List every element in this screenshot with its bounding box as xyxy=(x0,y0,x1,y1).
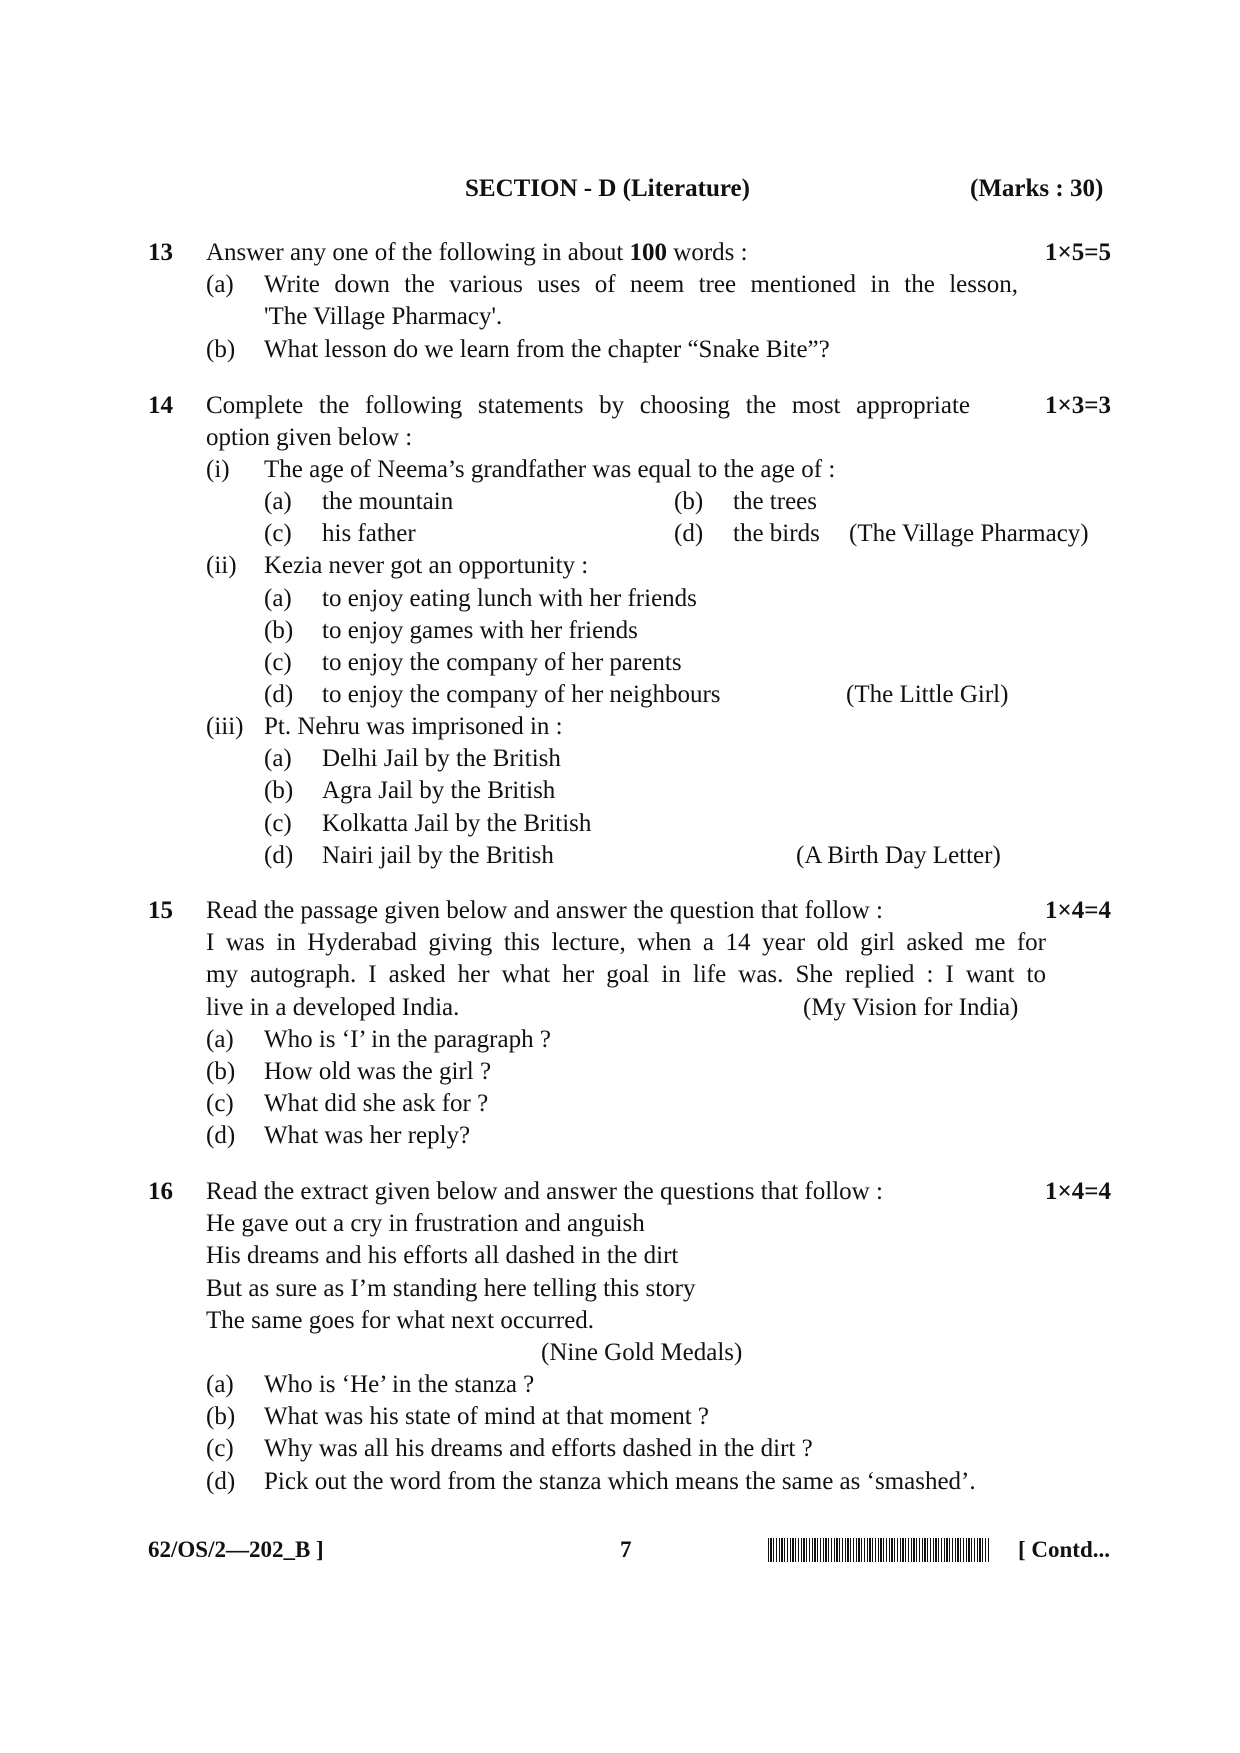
q14-stem-line2: option given below : xyxy=(206,424,413,451)
q14-iii-opt-text: Kolkatta Jail by the British xyxy=(322,810,592,837)
q14-i-opt-text: the mountain xyxy=(322,488,454,515)
footer-page-number: 7 xyxy=(620,1537,632,1562)
q14-i-opt-text: the trees xyxy=(733,488,817,515)
q15-q-label: (d) xyxy=(206,1122,236,1149)
q14-ii-opt-label: (a) xyxy=(264,585,292,612)
q14-iii-opt-text: Delhi Jail by the British xyxy=(322,745,561,772)
q14-ii-opt-text: to enjoy the company of her neighbours xyxy=(322,681,721,708)
q14-iii-source: (A Birth Day Letter) xyxy=(796,842,1001,869)
q16-q-text: Who is ‘He’ in the stanza ? xyxy=(264,1371,535,1398)
q15-source: (My Vision for India) xyxy=(803,994,1019,1021)
q15-passage-line: live in a developed India. xyxy=(206,994,460,1021)
q13-stem: Answer any one of the following in about 100 words : xyxy=(206,239,748,266)
q14-iii-label: (iii) xyxy=(206,713,244,740)
q14-i-opt-label: (a) xyxy=(264,488,292,515)
q14-stem-line1: Complete the following statements by choosing the most appropriate xyxy=(206,392,970,419)
q15-q-text: Who is ‘I’ in the paragraph ? xyxy=(264,1026,551,1053)
q14-ii-opt-label: (c) xyxy=(264,649,292,676)
q15-q-label: (b) xyxy=(206,1058,236,1085)
q14-i-opt-text: his father xyxy=(322,520,416,547)
q14-iii-opt-label: (a) xyxy=(264,745,292,772)
q16-q-text: What was his state of mind at that moment ? xyxy=(264,1403,710,1430)
q14-iii-opt-label: (b) xyxy=(264,777,294,804)
q14-number: 14 xyxy=(148,392,173,419)
q14-ii-label: (ii) xyxy=(206,552,237,579)
q14-ii-source: (The Little Girl) xyxy=(846,681,1009,708)
q16-q-text: Why was all his dreams and efforts dashed in the dirt ? xyxy=(264,1435,813,1462)
q14-ii-opt-label: (b) xyxy=(264,617,294,644)
q16-q-text: Pick out the word from the stanza which means the same as ‘smashed’. xyxy=(264,1468,976,1495)
footer-paper-code: 62/OS/2—202_B ] xyxy=(148,1537,324,1562)
q16-stanza-line: The same goes for what next occurred. xyxy=(206,1307,595,1334)
q16-stem: Read the extract given below and answer the questions that follow : xyxy=(206,1178,883,1205)
section-marks: (Marks : 30) xyxy=(970,175,1104,202)
q15-marks: 1×4=4 xyxy=(1045,897,1111,924)
q14-i-opt-label: (d) xyxy=(674,520,704,547)
q16-q-label: (a) xyxy=(206,1371,234,1398)
q14-i-text: The age of Neema’s grandfather was equal to the age of : xyxy=(264,456,836,483)
q14-iii-opt-label: (d) xyxy=(264,842,294,869)
q14-ii-opt-text: to enjoy eating lunch with her friends xyxy=(322,585,697,612)
q16-stanza-line: He gave out a cry in frustration and anguish xyxy=(206,1210,645,1237)
barcode xyxy=(768,1538,990,1562)
q13-b-text: What lesson do we learn from the chapter “Snake Bite”? xyxy=(264,336,830,363)
q16-q-label: (c) xyxy=(206,1435,234,1462)
q15-number: 15 xyxy=(148,897,173,924)
section-title: SECTION - D (Literature) xyxy=(465,175,750,202)
q14-i-opt-text: the birds xyxy=(733,520,820,547)
footer-contd: [ Contd... xyxy=(1018,1537,1111,1562)
q16-stanza-line: His dreams and his efforts all dashed in the dirt xyxy=(206,1242,679,1269)
q16-number: 16 xyxy=(148,1178,173,1205)
q16-stanza-line: But as sure as I’m standing here telling this story xyxy=(206,1275,696,1302)
q14-iii-text: Pt. Nehru was imprisoned in : xyxy=(264,713,563,740)
q15-q-text: What was her reply? xyxy=(264,1122,471,1149)
q14-ii-opt-label: (d) xyxy=(264,681,294,708)
q13-b-label: (b) xyxy=(206,336,236,363)
q14-i-opt-label: (c) xyxy=(264,520,292,547)
q15-q-label: (a) xyxy=(206,1026,234,1053)
q16-q-label: (b) xyxy=(206,1403,236,1430)
q15-stem: Read the passage given below and answer the question that follow : xyxy=(206,897,883,924)
q14-marks: 1×3=3 xyxy=(1045,392,1111,419)
q14-iii-opt-label: (c) xyxy=(264,810,292,837)
q13-a-line1: Write down the various uses of neem tree mentioned in the lesson, xyxy=(264,271,1018,298)
q13-a-label: (a) xyxy=(206,271,234,298)
q13-marks: 1×5=5 xyxy=(1045,239,1111,266)
q13-number: 13 xyxy=(148,239,173,266)
q14-iii-opt-text: Agra Jail by the British xyxy=(322,777,556,804)
q13-a-line2: 'The Village Pharmacy'. xyxy=(264,303,503,330)
q15-q-text: What did she ask for ? xyxy=(264,1090,489,1117)
q16-marks: 1×4=4 xyxy=(1045,1178,1111,1205)
q14-iii-opt-text: Nairi jail by the British xyxy=(322,842,554,869)
q14-ii-text: Kezia never got an opportunity : xyxy=(264,552,589,579)
q14-i-opt-label: (b) xyxy=(674,488,704,515)
q14-i-source: (The Village Pharmacy) xyxy=(849,520,1089,547)
q14-ii-opt-text: to enjoy games with her friends xyxy=(322,617,638,644)
q15-passage-line: my autograph. I asked her what her goal in life was. She replied : I want to xyxy=(206,961,1046,988)
q16-source: (Nine Gold Medals) xyxy=(541,1339,743,1366)
q16-q-label: (d) xyxy=(206,1468,236,1495)
q15-passage-line: I was in Hyderabad giving this lecture, when a 14 year old girl asked me for xyxy=(206,929,1046,956)
q14-i-label: (i) xyxy=(206,456,230,483)
q15-q-label: (c) xyxy=(206,1090,234,1117)
q15-q-text: How old was the girl ? xyxy=(264,1058,492,1085)
q14-ii-opt-text: to enjoy the company of her parents xyxy=(322,649,682,676)
